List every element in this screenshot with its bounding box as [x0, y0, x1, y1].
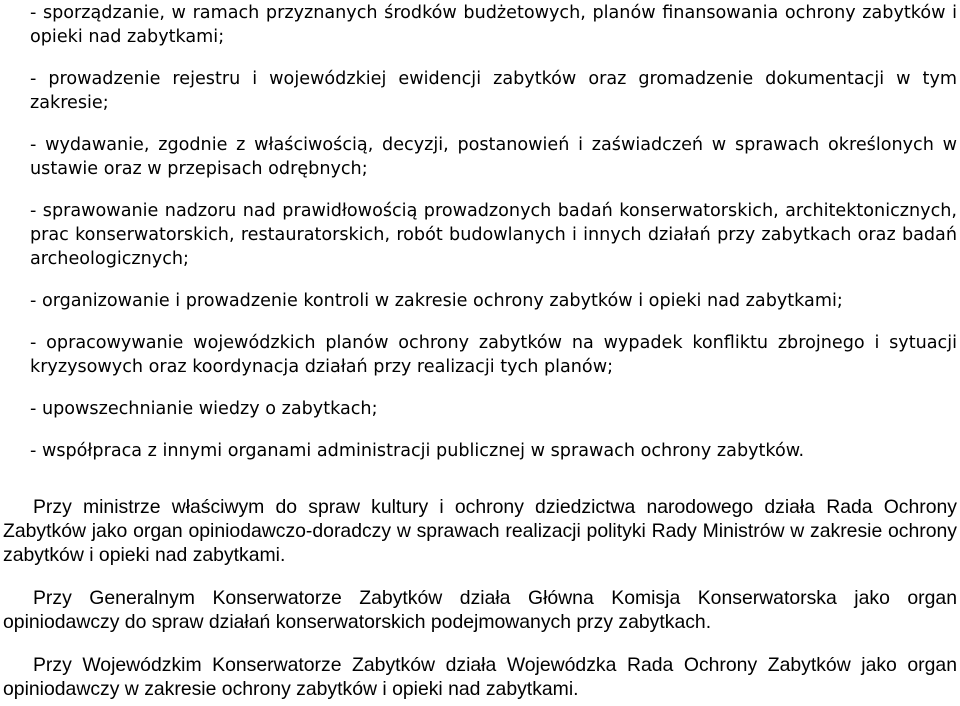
list-item: - wydawanie, zgodnie z właściwością, decyzji, postanowień i zaświadczeń w sprawach określonych w ustawie oraz w przepisach odrębnych;	[30, 135, 957, 179]
paragraph-rada-ochrony-zabytkow: Przy ministrze właściwym do spraw kultury i ochrony dziedzictwa narodowego działa Rada Ochrony Zabytków jako organ opiniodawczo-doradczy w sprawach realizacji polityki Rady Ministrów w zakresie ochrony zabytków i opieki nad zabytkami.	[3, 496, 957, 566]
paragraph-glowna-komisja: Przy Generalnym Konserwatorze Zabytków działa Główna Komisja Konserwatorska jako organ opiniodawczy do spraw działań konserwatorskich podejmowanych przy zabytkach.	[3, 587, 957, 633]
list-item: - opracowywanie wojewódzkich planów ochrony zabytków na wypadek konfliktu zbrojnego i sytuacji kryzysowych oraz koordynacja działań przy realizacji tych planów;	[30, 333, 957, 377]
paragraph-wojewodzka-rada: Przy Wojewódzkim Konserwatorze Zabytków działa Wojewódzka Rada Ochrony Zabytków jako organ opiniodawczy w zakresie ochrony zabytków i opieki nad zabytkami.	[3, 654, 957, 700]
list-item: - organizowanie i prowadzenie kontroli w zakresie ochrony zabytków i opieki nad zabytkami;	[30, 291, 843, 311]
list-item: - sporządzanie, w ramach przyznanych środków budżetowych, planów finansowania ochrony zabytków i opieki nad zabytkami;	[30, 3, 957, 47]
list-item: - sprawowanie nadzoru nad prawidłowością prowadzonych badań konserwatorskich, architektonicznych, prac konserwatorskich, restauratorskich, robót budowlanych i innych działań przy zabytkach oraz badań archeologicznych;	[30, 201, 957, 269]
duties-list	[30, 1, 957, 463]
list-item: - współpraca z innymi organami administracji publicznej w sprawach ochrony zabytków.	[30, 441, 805, 461]
body-paragraphs	[3, 495, 957, 701]
list-item: - prowadzenie rejestru i wojewódzkiej ewidencji zabytków oraz gromadzenie dokumentacji w tym zakresie;	[30, 69, 957, 113]
list-item: - upowszechnianie wiedzy o zabytkach;	[30, 399, 378, 419]
